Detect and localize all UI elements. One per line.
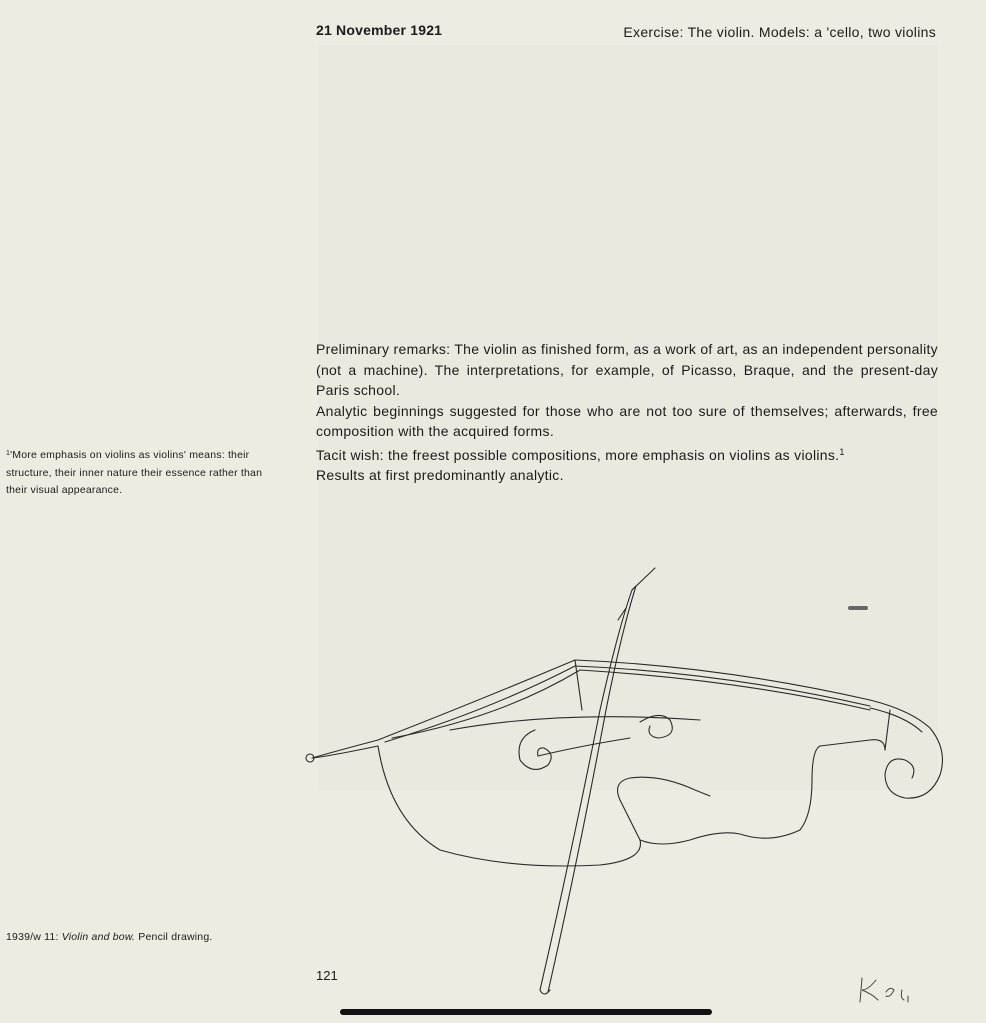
paragraph: Preliminary remarks: The violin as finished form, as a work of art, as an independent personality (not a machine). The interpretations, for example, of Picasso, Braque, and the present-day Paris school. <box>316 341 938 398</box>
footnote-reference[interactable]: 1 <box>839 446 845 457</box>
footnote-text: 'More emphasis on violins as violins' means: their structure, their inner nature their essence rather than their visual appearance. <box>6 449 263 496</box>
signature <box>850 970 920 1010</box>
body-text <box>316 339 938 486</box>
footnote <box>6 445 276 500</box>
paragraph <box>316 442 938 466</box>
exercise-title: Exercise: The violin. Models: a 'cello, two violins <box>623 24 936 40</box>
figure-caption <box>6 931 213 943</box>
pencil-mark <box>848 606 868 610</box>
paragraph: Results at first predominantly analytic. <box>316 467 564 483</box>
page-number: 121 <box>316 968 338 983</box>
footnote-mark: 1 <box>6 450 11 457</box>
caption-title: Violin and bow. <box>61 931 136 943</box>
violin-drawing <box>300 560 960 1000</box>
entry-date: 21 November 1921 <box>316 22 443 38</box>
paragraph: Analytic beginnings suggested for those who are not too sure of themselves; afterwards, free composition with the acquired forms. <box>316 402 938 439</box>
caption-number: 1939/w 11: <box>6 931 62 943</box>
caption-medium: Pencil drawing. <box>135 931 213 943</box>
scroll-handle[interactable] <box>340 1009 712 1015</box>
paragraph-text: Tacit wish: the freest possible compositions, more emphasis on violins as violins. <box>316 446 840 463</box>
